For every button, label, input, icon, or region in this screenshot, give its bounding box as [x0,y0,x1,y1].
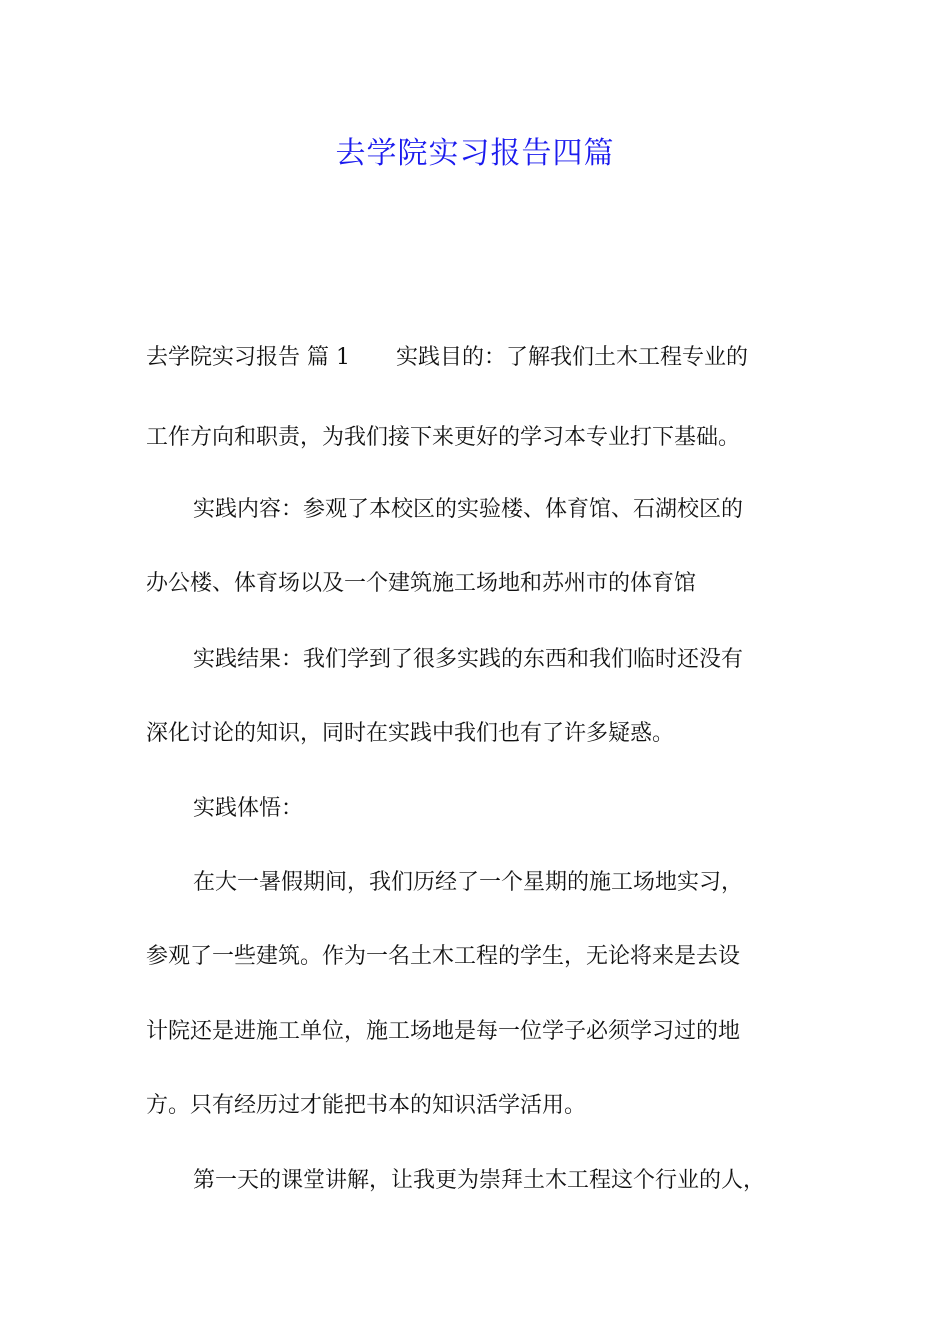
paragraph-line: 实践体悟： [193,796,304,821]
paragraph-line: 实践结果：我们学到了很多实践的东西和我们临时还没有 [193,647,744,672]
paragraph-line: 在大一暑假期间，我们历经了一个星期的施工场地实习， [193,870,744,895]
paragraph-line: 参观了一些建筑。作为一名土木工程的学生，无论将来是去设 [146,944,741,969]
section-heading: 去学院实习报告 篇 1 [146,345,350,370]
paragraph-text: 实践目的：了解我们土木工程专业的 [395,345,748,370]
paragraph-line: 实践内容：参观了本校区的实验楼、体育馆、石湖校区的 [193,497,744,522]
paragraph-line: 工作方向和职责，为我们接下来更好的学习本专业打下基础。 [146,425,741,450]
document-title: 去学院实习报告四篇 [335,136,615,171]
paragraph-line: 深化讨论的知识，同时在实践中我们也有了许多疑惑。 [146,721,675,746]
text-line [146,344,748,372]
paragraph-line: 计院还是进施工单位，施工场地是每一位学子必须学习过的地 [146,1019,741,1044]
paragraph-line: 第一天的课堂讲解，让我更为崇拜土木工程这个行业的人， [193,1168,766,1193]
paragraph-line: 方。只有经历过才能把书本的知识活学活用。 [146,1093,587,1118]
paragraph-line: 办公楼、体育场以及一个建筑施工场地和苏州市的体育馆 [146,571,697,596]
